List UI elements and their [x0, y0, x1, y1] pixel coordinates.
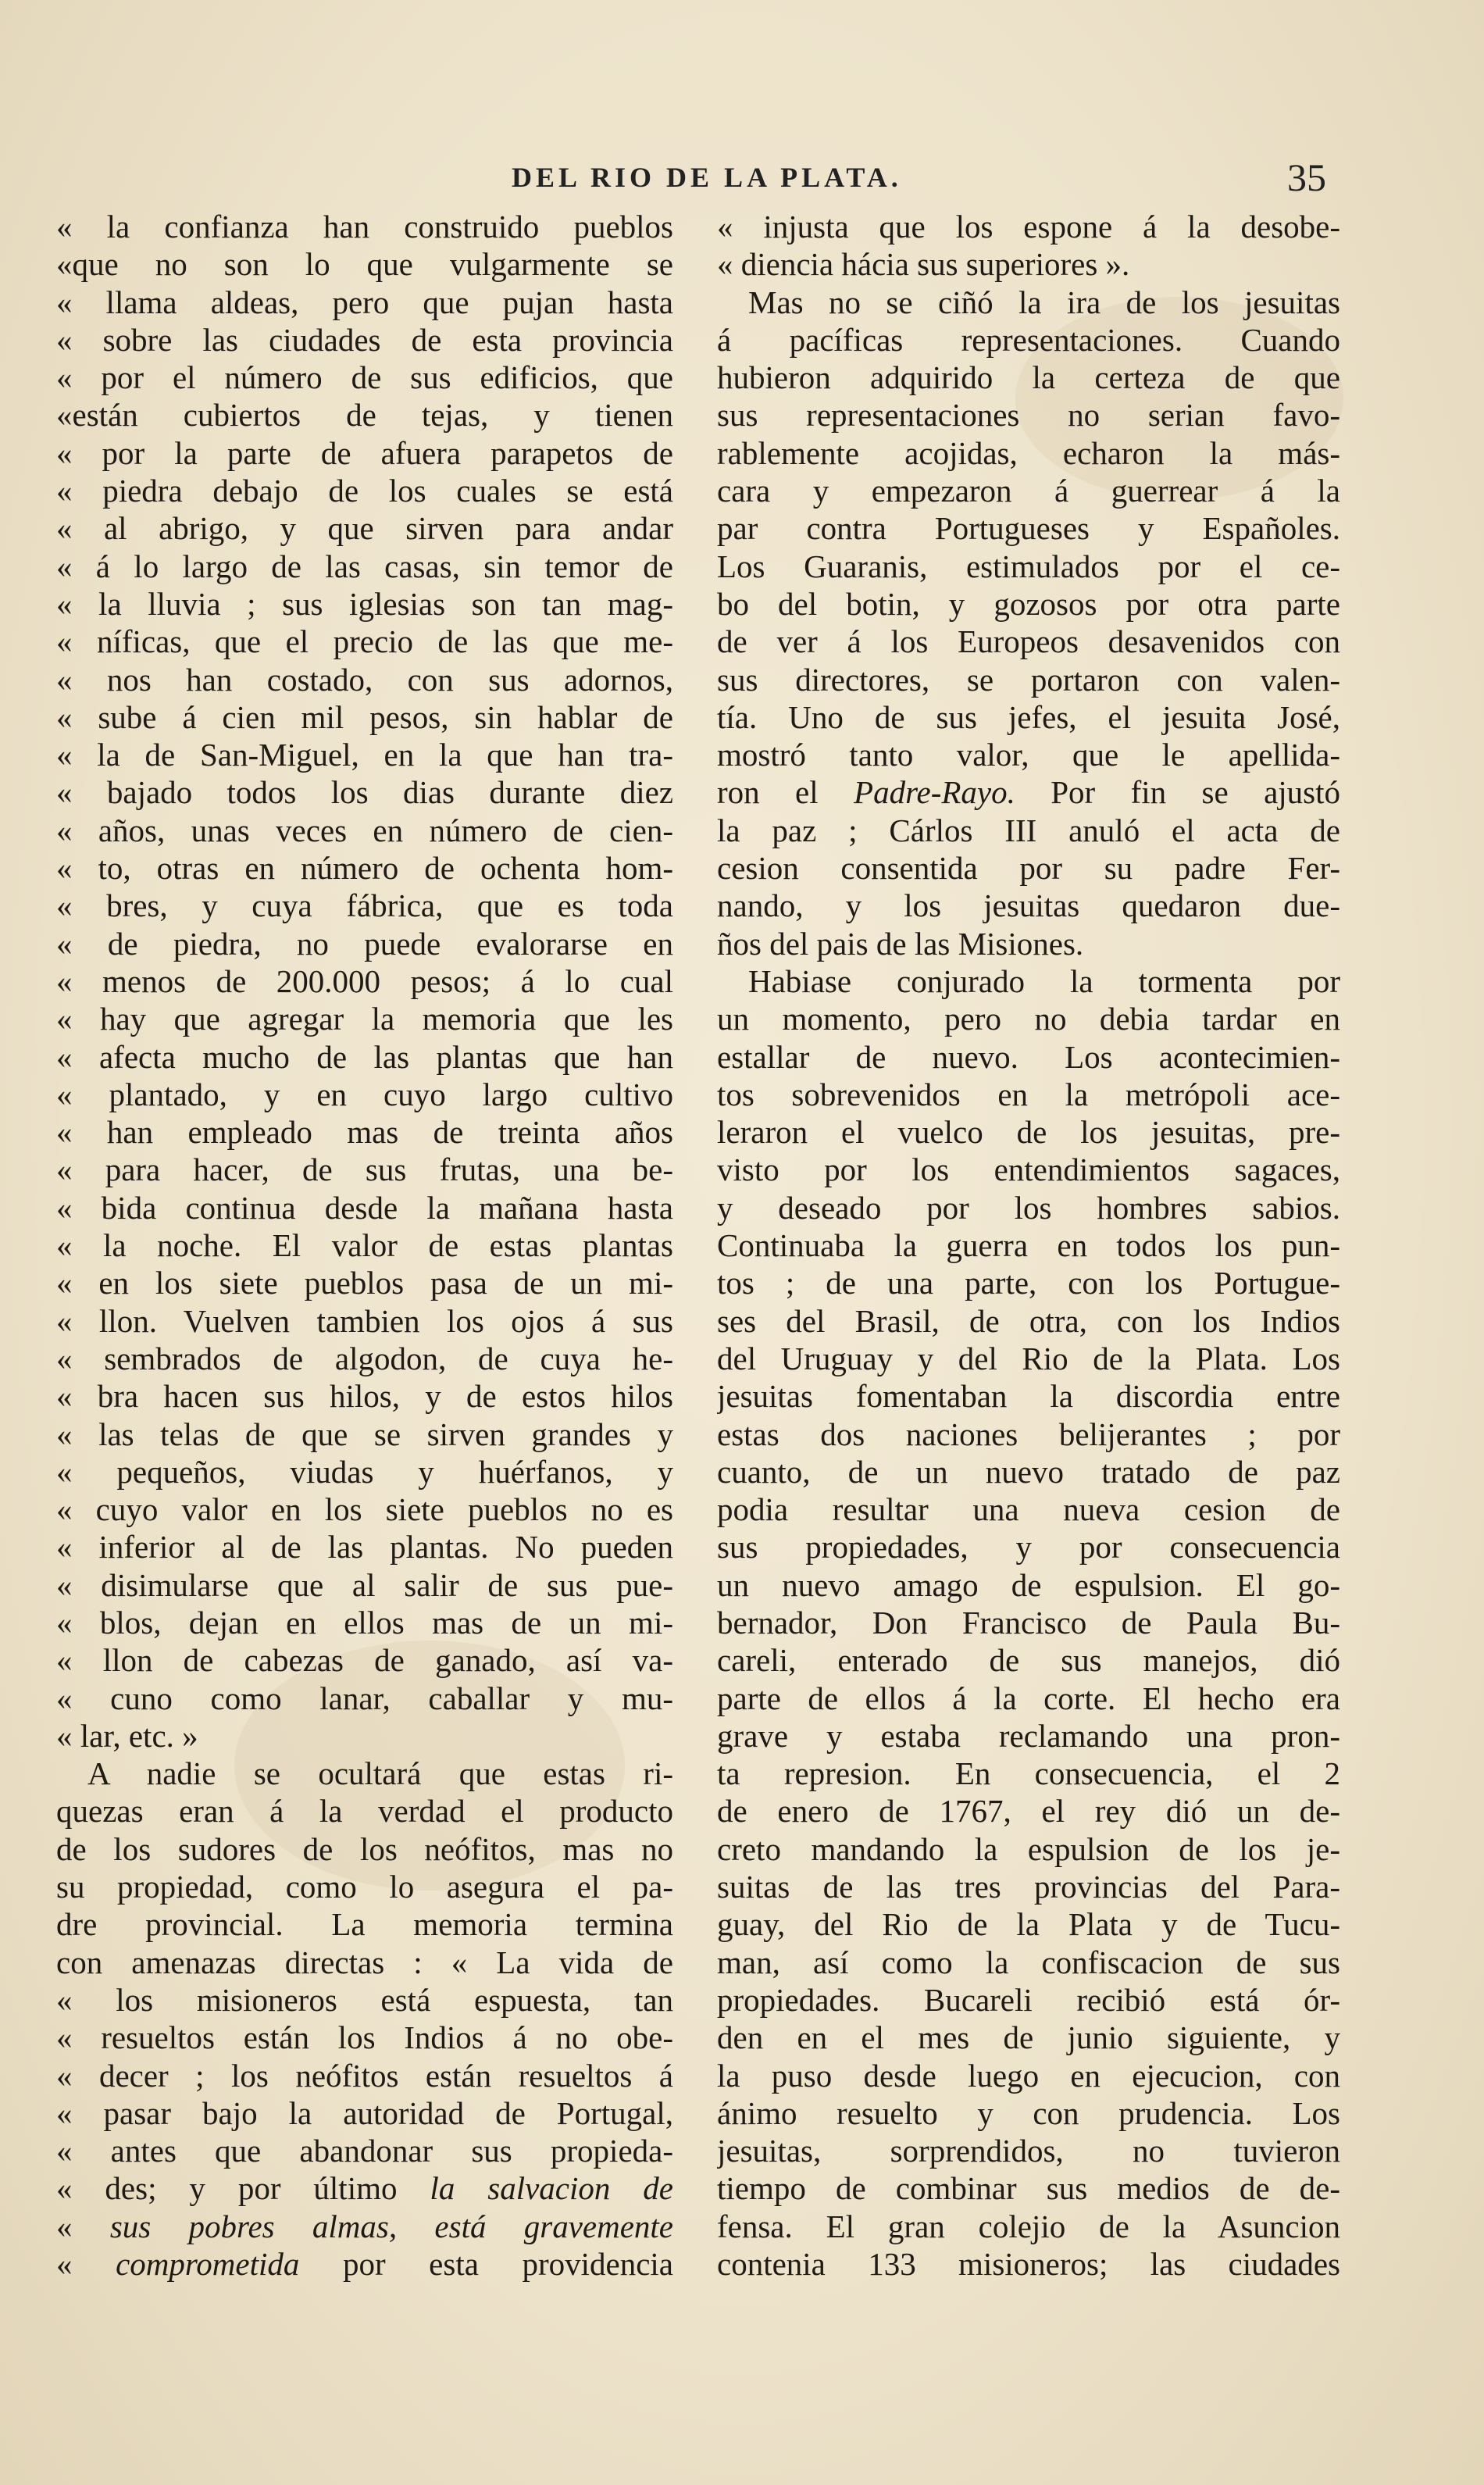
- text-line: [717, 585, 1340, 623]
- line-text: Habiase conjurado la tormenta por: [748, 962, 1340, 999]
- line-text: de enero de 1767, el rey dió un de-: [717, 1793, 1340, 1830]
- line-text: « al abrigo, y que sirven para andar: [56, 510, 673, 547]
- text-line: [56, 1905, 673, 1943]
- line-text: « plantado, y en cuyo largo cultivo: [56, 1076, 673, 1112]
- line-text: ses del Brasil, de otra, con los Indios: [717, 1302, 1340, 1339]
- line-text: suitas de las tres provincias del Para-: [717, 1869, 1340, 1905]
- line-text: rablemente acojidas, echaron la más-: [717, 434, 1340, 471]
- text-line: [717, 2019, 1340, 2056]
- text-line: [56, 1604, 673, 1641]
- line-text: « menos de 200.000 pesos; á lo cual: [56, 962, 673, 999]
- line-text: den en el mes de junio siguiente, y: [717, 2019, 1340, 2056]
- line-text: « nos han costado, con sus adornos,: [56, 661, 673, 698]
- text-line: [56, 1151, 673, 1188]
- text-line: [56, 2208, 673, 2245]
- line-text: « bida continua desde la mañana hasta: [56, 1189, 673, 1226]
- text-line: [56, 773, 673, 811]
- text-line: [717, 736, 1340, 773]
- text-line: [717, 773, 1340, 811]
- text-line: [56, 812, 673, 849]
- line-text: creto mandando la espulsion de los je-: [717, 1830, 1340, 1867]
- text-line: [56, 359, 673, 396]
- line-text: « bajado todos los dias durante diez: [56, 774, 673, 811]
- text-line: [717, 1453, 1340, 1491]
- text-line: [717, 1377, 1340, 1415]
- text-line: [56, 962, 673, 1000]
- line-text: la paz ; Cárlos III anuló el acta de: [717, 812, 1340, 848]
- text-line: [56, 321, 673, 359]
- line-text: «están cubiertos de tejas, y tienen: [56, 397, 673, 434]
- line-text: «que no son lo que vulgarmente se: [56, 246, 673, 283]
- text-line: [56, 1981, 673, 2019]
- text-line: [56, 1113, 673, 1151]
- text-line: [56, 1491, 673, 1528]
- text-line: [717, 359, 1340, 396]
- line-text: cesion consentida por su padre Fer-: [717, 850, 1340, 887]
- line-text: « sembrados de algodon, de cuya he-: [56, 1340, 673, 1376]
- text-line: [717, 812, 1340, 849]
- text-line: [717, 849, 1340, 887]
- text-line: [56, 887, 673, 924]
- line-text: de los sudores de los neófitos, mas no: [56, 1830, 673, 1867]
- line-text: grave y estaba reclamando una pron-: [717, 1717, 1340, 1754]
- line-text: « llon de cabezas de ganado, así va-: [56, 1642, 673, 1679]
- line-text: parte de ellos á la corte. El hecho era: [717, 1680, 1340, 1716]
- text-line: [56, 1566, 673, 1604]
- text-line: [717, 887, 1340, 924]
- text-line: [717, 1000, 1340, 1037]
- text-line: [56, 2094, 673, 2132]
- text-line: [56, 698, 673, 736]
- line-text: « piedra debajo de los cuales se está: [56, 473, 673, 509]
- text-line: [717, 1151, 1340, 1188]
- text-line: [56, 2132, 673, 2169]
- line-text: « afecta mucho de las plantas que han: [56, 1038, 673, 1075]
- text-line: [56, 1264, 673, 1301]
- text-line: [717, 1113, 1340, 1151]
- page-header: [0, 155, 1484, 202]
- line-text: á pacíficas representaciones. Cuando: [717, 321, 1340, 358]
- text-line: [56, 1830, 673, 1868]
- text-line: [56, 1641, 673, 1679]
- text-line: [717, 623, 1340, 660]
- line-text: con amenazas directas : « La vida de: [56, 1944, 673, 1980]
- text-line: [56, 284, 673, 321]
- text-line: [717, 1830, 1340, 1868]
- line-text: tía. Uno de sus jefes, el jesuita José,: [717, 698, 1340, 735]
- line-text: mostró tanto valor, que le apellida-: [717, 737, 1340, 773]
- text-line: [717, 1189, 1340, 1226]
- line-text: « decer ; los neófitos están resueltos á: [56, 2057, 673, 2094]
- line-text: « la noche. El valor de estas plantas: [56, 1227, 673, 1264]
- line-text: « la confianza han construido pueblos: [56, 209, 673, 245]
- text-line: [717, 1604, 1340, 1641]
- line-text: un nuevo amago de espulsion. El go-: [717, 1566, 1340, 1603]
- line-text: « bres, y cuya fábrica, que es toda: [56, 887, 673, 924]
- line-text: « han empleado mas de treinta años: [56, 1114, 673, 1151]
- text-line: [717, 472, 1340, 509]
- text-line: [717, 1264, 1340, 1301]
- text-line: [56, 585, 673, 623]
- text-line: [56, 1189, 673, 1226]
- text-line: [56, 661, 673, 698]
- text-line: [56, 396, 673, 434]
- text-line: [717, 1491, 1340, 1528]
- text-line: [717, 2169, 1340, 2207]
- line-text: de ver á los Europeos desavenidos con: [717, 623, 1340, 660]
- text-line: [56, 1416, 673, 1453]
- line-text: jesuitas, sorprendidos, no tuvieron: [717, 2133, 1340, 2169]
- line-text: «: [56, 2208, 73, 2244]
- line-text: « diencia hácia sus superiores ».: [717, 246, 1130, 283]
- text-line: [717, 2094, 1340, 2132]
- text-line: [717, 548, 1340, 585]
- line-text: « níficas, que el precio de las que me-: [56, 623, 673, 660]
- text-line: [56, 245, 673, 283]
- line-text: Los Guaranis, estimulados por el ce-: [717, 548, 1340, 584]
- line-text: nando, y los jesuitas quedaron due-: [717, 887, 1340, 924]
- text-line: [56, 1717, 673, 1755]
- line-text: « llon. Vuelven tambien los ojos á sus: [56, 1302, 673, 1339]
- line-text: podia resultar una nueva cesion de: [717, 1491, 1340, 1528]
- line-text: Continuaba la guerra en todos los pun-: [717, 1227, 1340, 1264]
- line-text: sus representaciones no serian favo-: [717, 397, 1340, 434]
- text-line: [56, 1755, 673, 1792]
- text-line: [717, 1868, 1340, 1905]
- line-text: del Uruguay y del Rio de la Plata. Los: [717, 1340, 1340, 1376]
- text-line: [56, 623, 673, 660]
- line-text: Mas no se ciñó la ira de los jesuitas: [748, 284, 1340, 320]
- line-text: bernador, Don Francisco de Paula Bu-: [717, 1604, 1340, 1641]
- line-text: « inferior al de las plantas. No pueden: [56, 1529, 673, 1566]
- left-text-column: [56, 208, 673, 2283]
- text-line: [56, 509, 673, 547]
- line-text: leraron el vuelco de los jesuitas, pre-: [717, 1114, 1340, 1151]
- line-text: contenia 133 misioneros; las ciudades: [717, 2246, 1340, 2283]
- text-line: [56, 849, 673, 887]
- text-line: [717, 925, 1340, 962]
- line-text: sus directores, se portaron con valen-: [717, 661, 1340, 698]
- text-line: [717, 396, 1340, 434]
- line-text: « llama aldeas, pero que pujan hasta: [56, 284, 673, 320]
- line-text: guay, del Rio de la Plata y de Tucu-: [717, 1906, 1340, 1943]
- text-line: [56, 2019, 673, 2056]
- line-text: « disimularse que al salir de sus pue-: [56, 1566, 673, 1603]
- text-line: [717, 1076, 1340, 1113]
- line-text: tiempo de combinar sus medios de de-: [717, 2170, 1340, 2207]
- text-line: [717, 1680, 1340, 1717]
- text-line: [717, 1416, 1340, 1453]
- line-text: fensa. El gran colejio de la Asuncion: [717, 2208, 1340, 2244]
- text-line: [717, 962, 1340, 1000]
- line-text: « pasar bajo la autoridad de Portugal,: [56, 2094, 673, 2131]
- text-line: [717, 2208, 1340, 2245]
- line-text: cara y empezaron á guerrear á la: [717, 473, 1340, 509]
- text-line: [56, 925, 673, 962]
- text-line: [717, 1528, 1340, 1566]
- line-text: « la lluvia ; sus iglesias son tan mag-: [56, 585, 673, 622]
- line-text: « des; y por último: [56, 2170, 398, 2207]
- text-line: [717, 434, 1340, 472]
- text-line: [717, 509, 1340, 547]
- text-line: [717, 1641, 1340, 1679]
- text-line: [56, 736, 673, 773]
- line-text: hubieron adquirido la certeza de que: [717, 359, 1340, 396]
- line-text: tos sobrevenidos en la metrópoli ace-: [717, 1076, 1340, 1112]
- line-text: « injusta que los espone á la desobe-: [717, 209, 1340, 245]
- right-text-column: [717, 208, 1340, 2283]
- line-text: « blos, dejan en ellos mas de un mi-: [56, 1604, 673, 1641]
- line-text: « antes que abandonar sus propieda-: [56, 2133, 673, 2169]
- text-line: [717, 1981, 1340, 2019]
- line-text: su propiedad, como lo asegura el pa-: [56, 1869, 673, 1905]
- line-text: ánimo resuelto y con prudencia. Los: [717, 2094, 1340, 2131]
- text-line: [717, 1226, 1340, 1264]
- text-line: [56, 2169, 673, 2207]
- line-text: « pequeños, viudas y huérfanos, y: [56, 1453, 673, 1490]
- text-line: [56, 1226, 673, 1264]
- line-text: ron el: [717, 774, 819, 811]
- line-text: « las telas de que se sirven grandes y: [56, 1416, 673, 1452]
- text-line: [717, 1944, 1340, 1981]
- line-text: sus propiedades, y por consecuencia: [717, 1529, 1340, 1566]
- line-text: man, así como la confiscacion de sus: [717, 1944, 1340, 1980]
- line-text: visto por los entendimientos sagaces,: [717, 1151, 1340, 1188]
- line-text: « la de San-Miguel, en la que han tra-: [56, 737, 673, 773]
- line-text: « sobre las ciudades de esta provincia: [56, 321, 673, 358]
- text-line: [56, 208, 673, 245]
- text-line: [56, 1680, 673, 1717]
- line-text: cuanto, de un nuevo tratado de paz: [717, 1453, 1340, 1490]
- line-text: careli, enterado de sus manejos, dió: [717, 1642, 1340, 1679]
- line-text-after: Por fin se ajustó: [1051, 774, 1340, 811]
- line-text: « resueltos están los Indios á no obe-: [56, 2019, 673, 2056]
- text-line: [717, 2132, 1340, 2169]
- text-line: [56, 2057, 673, 2094]
- text-line: [56, 1528, 673, 1566]
- line-text: « por la parte de afuera parapetos de: [56, 434, 673, 471]
- text-line: [717, 661, 1340, 698]
- italic-text: comprometida: [116, 2246, 300, 2283]
- italic-text: sus pobres almas, está gravemente: [109, 2208, 673, 2244]
- text-line: [717, 1755, 1340, 1792]
- line-text: ños del pais de las Misiones.: [717, 925, 1084, 962]
- text-line: [56, 1340, 673, 1377]
- line-text: « cuno como lanar, caballar y mu-: [56, 1680, 673, 1716]
- text-line: [717, 2245, 1340, 2283]
- text-line: [56, 472, 673, 509]
- line-text: tos ; de una parte, con los Portugue-: [717, 1265, 1340, 1301]
- text-line: [56, 548, 673, 585]
- line-text: « los misioneros está espuesta, tan: [56, 1981, 673, 2018]
- line-text: « cuyo valor en los siete pueblos no es: [56, 1491, 673, 1528]
- italic-text: la salvacion de: [430, 2170, 673, 2207]
- text-line: [56, 1944, 673, 1981]
- line-text: par contra Portugueses y Españoles.: [717, 510, 1340, 547]
- text-line: [56, 1792, 673, 1830]
- line-text: « bra hacen sus hilos, y de estos hilos: [56, 1378, 673, 1415]
- line-text: « á lo largo de las casas, sin temor de: [56, 548, 673, 584]
- line-text: « años, unas veces en número de cien-: [56, 812, 673, 848]
- line-text: la puso desde luego en ejecucion, con: [717, 2057, 1340, 2094]
- italic-text: Padre-Rayo.: [854, 774, 1015, 811]
- text-line: [717, 321, 1340, 359]
- text-line: [717, 284, 1340, 321]
- line-text: bo del botin, y gozosos por otra parte: [717, 585, 1340, 622]
- line-text: «: [56, 2246, 73, 2283]
- line-text: y deseado por los hombres sabios.: [717, 1189, 1340, 1226]
- line-text: « por el número de sus edificios, que: [56, 359, 673, 396]
- text-line: [56, 1302, 673, 1340]
- text-line: [56, 1453, 673, 1491]
- line-text: « lar, etc. »: [56, 1717, 198, 1754]
- text-line: [717, 2057, 1340, 2094]
- line-text: « en los siete pueblos pasa de un mi-: [56, 1265, 673, 1301]
- text-line: [56, 1868, 673, 1905]
- line-text: « para hacer, de sus frutas, una be-: [56, 1151, 673, 1188]
- line-text: ta represion. En consecuencia, el 2: [717, 1755, 1340, 1792]
- text-line: [717, 1302, 1340, 1340]
- line-text-after: por esta providencia: [342, 2246, 673, 2283]
- line-text: A nadie se ocultará que estas ri-: [87, 1755, 673, 1792]
- text-line: [56, 2245, 673, 2283]
- page-number: 35: [1287, 155, 1326, 199]
- line-text: « hay que agregar la memoria que les: [56, 1001, 673, 1037]
- text-line: [717, 1038, 1340, 1076]
- text-line: [717, 1340, 1340, 1377]
- text-line: [717, 1717, 1340, 1755]
- text-line: [717, 698, 1340, 736]
- text-line: [56, 434, 673, 472]
- line-text: « de piedra, no puede evalorarse en: [56, 925, 673, 962]
- text-line: [56, 1076, 673, 1113]
- text-line: [717, 208, 1340, 245]
- text-line: [717, 245, 1340, 283]
- line-text: propiedades. Bucareli recibió está ór-: [717, 1981, 1340, 2018]
- text-line: [56, 1377, 673, 1415]
- line-text: estallar de nuevo. Los acontecimien-: [717, 1038, 1340, 1075]
- line-text: « to, otras en número de ochenta hom-: [56, 850, 673, 887]
- line-text: quezas eran á la verdad el producto: [56, 1793, 673, 1830]
- line-text: estas dos naciones belijerantes ; por: [717, 1416, 1340, 1452]
- text-line: [717, 1566, 1340, 1604]
- line-text: jesuitas fomentaban la discordia entre: [717, 1378, 1340, 1415]
- text-line: [56, 1000, 673, 1037]
- text-line: [56, 1038, 673, 1076]
- running-title: DEL RIO DE LA PLATA.: [512, 162, 902, 193]
- line-text: « sube á cien mil pesos, sin hablar de: [56, 698, 673, 735]
- text-line: [717, 1792, 1340, 1830]
- line-text: un momento, pero no debia tardar en: [717, 1001, 1340, 1037]
- line-text: dre provincial. La memoria termina: [56, 1906, 673, 1943]
- text-line: [717, 1905, 1340, 1943]
